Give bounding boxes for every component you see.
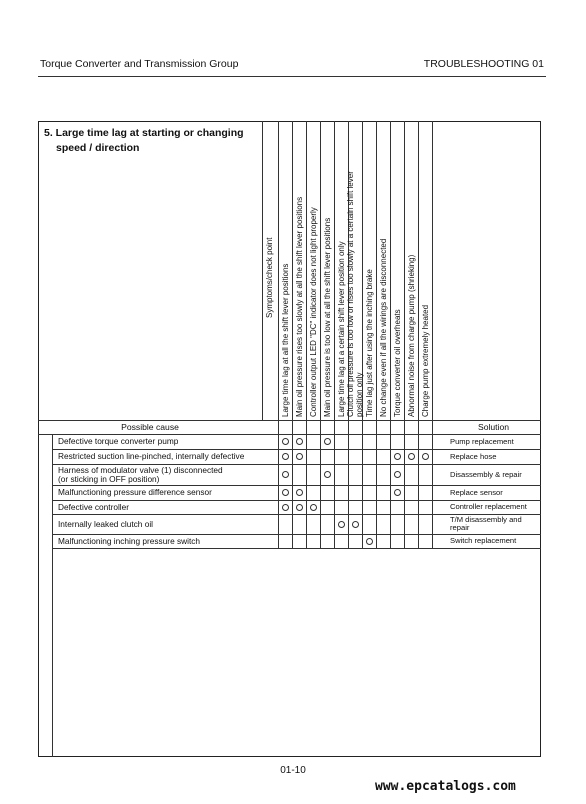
check-mark-circle <box>296 453 303 460</box>
page-number: 01-10 <box>280 765 306 776</box>
check-mark-circle <box>282 471 289 478</box>
row-cause: Harness of modulator valve (1) disconnected <box>58 465 223 475</box>
symptom-column-line <box>334 121 335 548</box>
symptom-column-line <box>306 121 307 548</box>
check-mark-circle <box>282 453 289 460</box>
check-mark-circle <box>310 504 317 511</box>
row-line <box>52 534 541 535</box>
row-line <box>52 500 541 501</box>
symptom-column-line <box>376 121 377 548</box>
symptoms-divider <box>262 121 263 420</box>
check-mark-circle <box>296 504 303 511</box>
header-bottom-line <box>38 420 541 421</box>
check-mark-circle <box>282 489 289 496</box>
symptom-column-label: Large time lag at all the shift lever positions <box>280 263 290 417</box>
check-mark-circle <box>282 504 289 511</box>
symptom-column-label: Abnormal noise from charge pump (shrieking) <box>406 254 416 417</box>
row-solution: Disassembly & repair <box>450 469 522 479</box>
symptom-column-label: Time lag just after using the inching brake <box>364 269 374 417</box>
symptom-column-line <box>362 121 363 548</box>
row-solution: Pump replacement <box>450 436 514 446</box>
row-solution: repair <box>450 523 470 532</box>
row-line <box>52 449 541 450</box>
section-title-line2: speed / direction <box>56 142 140 154</box>
symptom-column-label: Torque converter oil overheats <box>392 309 402 417</box>
check-mark-circle <box>422 453 429 460</box>
symptom-column-label: Charge pump extremely heated <box>420 304 430 417</box>
check-mark-circle <box>338 521 345 528</box>
row-solution: Replace hose <box>450 451 497 461</box>
row-solution: Switch replacement <box>450 536 517 545</box>
possible-cause-header: Possible cause <box>121 422 179 432</box>
check-mark-circle <box>296 489 303 496</box>
section-title <box>44 126 259 156</box>
symptom-column-label: Large time lag at a certain shift lever position only <box>336 241 346 417</box>
row-cause: Restricted suction line-pinched, internally defective <box>58 451 245 462</box>
symptom-column-label: Clutch oil pressure is too low or rises too slowly at a certain shift lever <box>346 171 355 417</box>
symptoms-column-left <box>278 121 279 548</box>
solution-header: Solution <box>477 422 510 432</box>
subheader-bottom-line <box>38 434 541 435</box>
check-mark-circle <box>352 521 359 528</box>
symptom-column-label: Controller output LED "DC" indicator does not light properly <box>308 207 318 417</box>
row-line <box>52 485 541 486</box>
symptom-column-label: Main oil pressure is too low at all the shift lever positions <box>322 217 332 417</box>
section-title-line1: 5. Large time lag at starting or changing <box>44 127 244 139</box>
header-section-title: TROUBLESHOOTING 01 <box>423 58 544 70</box>
check-mark-circle <box>394 471 401 478</box>
row-solution: Replace sensor <box>450 487 503 497</box>
cause-indent-line <box>52 434 53 757</box>
check-mark-circle <box>324 438 331 445</box>
check-mark-circle <box>296 438 303 445</box>
row-cause: Internally leaked clutch oil <box>58 518 154 529</box>
watermark-text: www.epcatalogs.com <box>375 779 516 794</box>
row-cause: Malfunctioning pressure difference sensor <box>58 487 212 498</box>
row-cause: Defective controller <box>58 501 130 512</box>
check-mark-circle <box>282 438 289 445</box>
symptom-column-line <box>418 121 419 548</box>
symptom-column-label: position only <box>355 372 364 417</box>
symptom-column-line <box>404 121 405 548</box>
row-cause: (or sticking in OFF position) <box>58 473 160 484</box>
symptom-column-label: No change even if all the wirings are disconnected <box>378 238 388 417</box>
row-solution: Controller replacement <box>450 502 527 511</box>
symptom-column-line <box>432 121 433 548</box>
header-divider <box>38 76 546 77</box>
check-mark-circle <box>394 453 401 460</box>
symptoms-header: Symptoms/check point <box>265 237 274 318</box>
symptom-column-line <box>320 121 321 548</box>
check-mark-circle <box>408 453 415 460</box>
row-solution: T/M disassembly and <box>450 515 522 524</box>
check-mark-circle <box>366 538 373 545</box>
row-line <box>52 548 541 549</box>
row-cause: Malfunctioning inching pressure switch <box>58 535 201 546</box>
row-cause: Defective torque converter pump <box>58 436 179 447</box>
check-mark-circle <box>394 489 401 496</box>
symptom-column-line <box>292 121 293 548</box>
header-group-title: Torque Converter and Transmission Group <box>40 58 239 70</box>
symptom-column-line <box>390 121 391 548</box>
symptom-column-label: Main oil pressure rises too slowly at all the shift lever positions <box>294 196 304 417</box>
check-mark-circle <box>324 471 331 478</box>
